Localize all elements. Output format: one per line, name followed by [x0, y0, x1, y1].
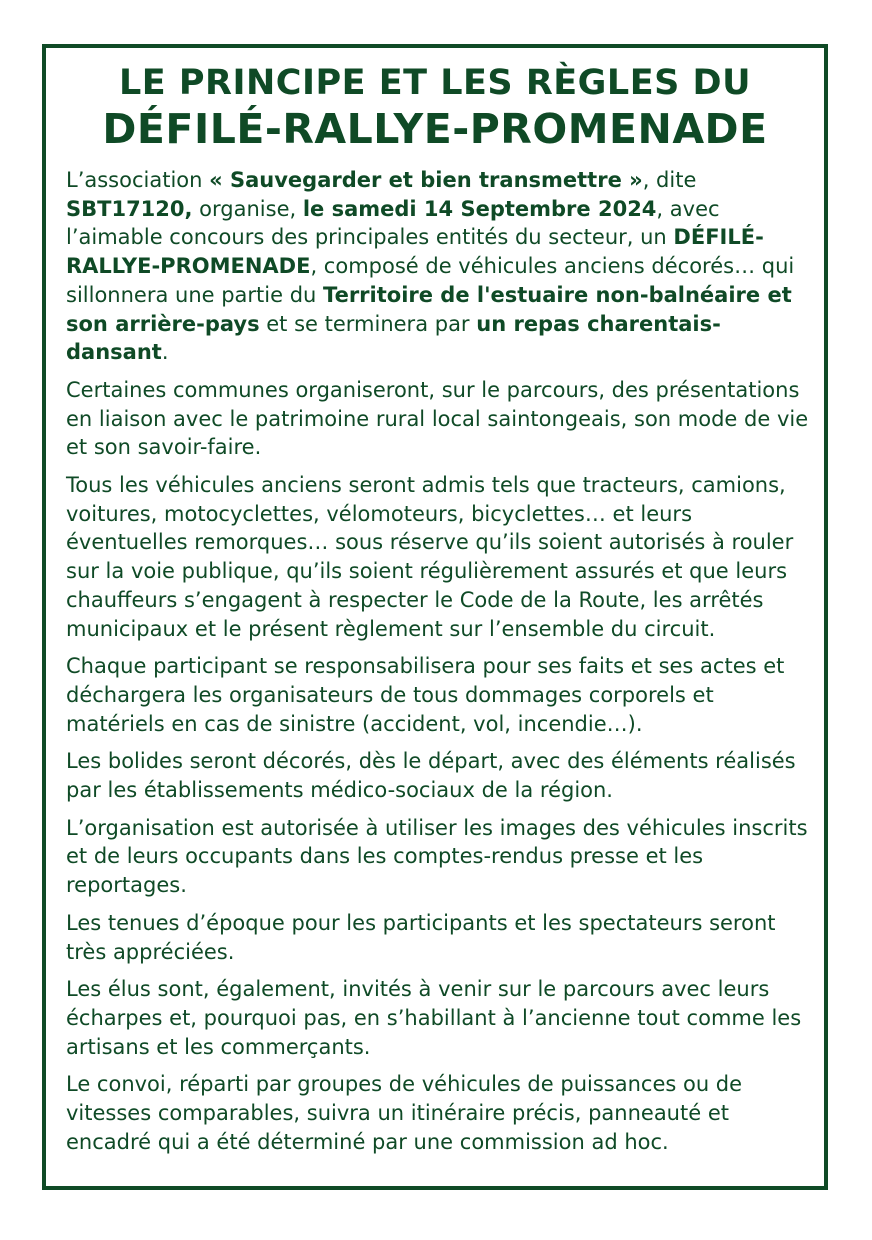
- intro-text-2: , dite: [642, 168, 697, 192]
- document-border-frame: [42, 44, 828, 1190]
- association-code: SBT17120,: [66, 196, 193, 221]
- association-name: « Sauvegarder et bien transmettre »: [209, 168, 643, 192]
- territory-name: Territoire de l'estuaire non-balnéaire et son arrière-pays: [66, 282, 792, 336]
- paragraph-convoi: Le convoi, réparti par groupes de véhicules de puissances ou de vitesses comparables, suivra un itinéraire précis, panneauté et encadré qui a été déterminé par une commission ad hoc.: [66, 1072, 743, 1154]
- document-body: [66, 166, 810, 1166]
- paragraph-decoration: Les bolides seront décorés, dès le départ, avec des éléments réalisés par les établissements médico-sociaux de la région.: [66, 749, 796, 803]
- title-line-2: DÉFILÉ-RALLYE-PROMENADE: [102, 105, 768, 153]
- document-title: [46, 62, 824, 154]
- paragraph-tenues: Les tenues d’époque pour les participants et les spectateurs seront très appréciées.: [66, 910, 776, 964]
- intro-text-1: L’association: [66, 168, 210, 192]
- intro-text-3: organise,: [192, 196, 303, 221]
- intro-text-4: , avec l’aimable concours des principales entités du secteur, un: [66, 196, 720, 250]
- intro-text-5: , composé de véhicules anciens décorés… qui sillonnera une partie du: [66, 254, 795, 307]
- title-line-1: LE PRINCIPE ET LES RÈGLES DU: [118, 63, 751, 103]
- paragraph-images: L’organisation est autorisée à utiliser les images des véhicules inscrits et de leurs occupants dans les comptes-rendus presse et les reportages.: [66, 815, 808, 898]
- paragraph-vehicules: Tous les véhicules anciens seront admis tels que tracteurs, camions, voitures, motocyclettes, vélomoteurs, bicyclettes… et leurs éventuelles remorques… sous réserve qu’ils soient autorisés à rouler sur la voie publique, qu’ils soient régulièrement assurés et que leurs chauffeurs s’engagent à respecter le Code de la Route, les arrêtés municipaux et le présent règlement sur l’ensemble du circuit.: [66, 473, 794, 641]
- event-date: le samedi 14 Septembre 2024: [302, 196, 657, 221]
- intro-paragraph: [66, 166, 810, 367]
- paragraph-elus: Les élus sont, également, invités à venir sur le parcours avec leurs écharpes et, pourquoi pas, en s’habillant à l’ancienne tout comme les artisans et les commerçants.: [66, 977, 802, 1059]
- meal-name: un repas charentais-dansant: [66, 311, 721, 365]
- intro-text-6: et se terminera par: [259, 311, 477, 336]
- event-name: DÉFILÉ-RALLYE-PROMENADE: [66, 225, 764, 279]
- paragraph-responsabilite: Chaque participant se responsabilisera pour ses faits et ses actes et déchargera les organisateurs de tous dommages corporels et matériels en cas de sinistre (accident, vol, incendie…).: [66, 654, 785, 736]
- paragraph-communes: Certaines communes organiseront, sur le parcours, des présentations en liaison avec le patrimoine rural local saintongeais, son mode de vie et son savoir-faire.: [66, 377, 809, 460]
- intro-text-7: .: [161, 340, 169, 365]
